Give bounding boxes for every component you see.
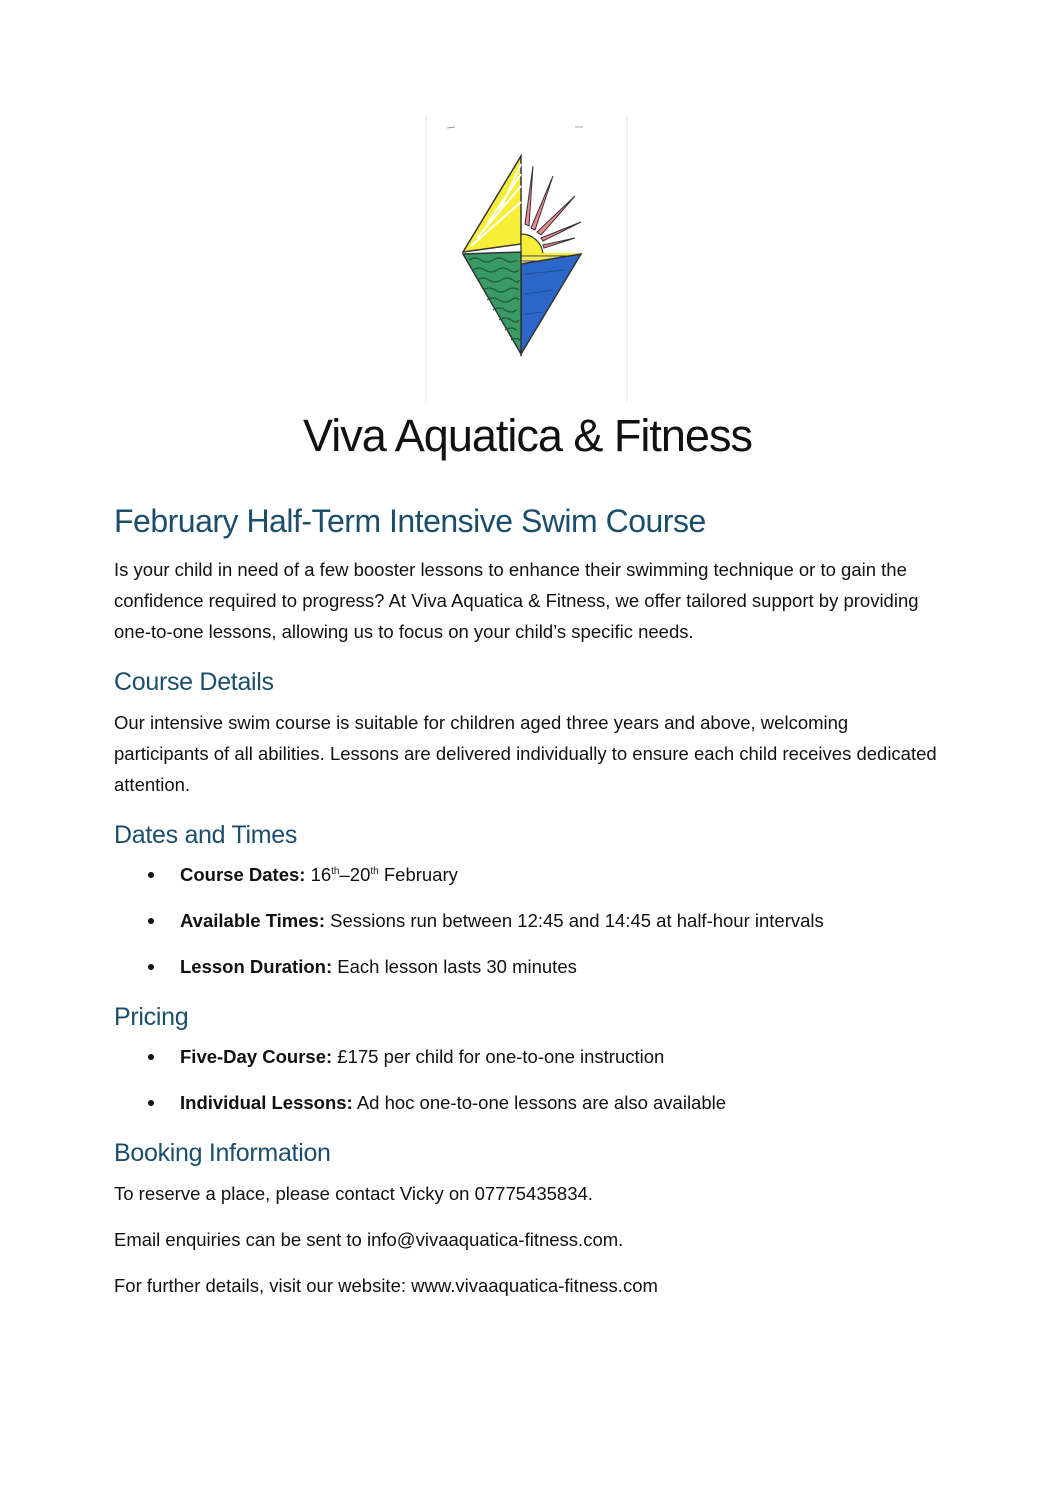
course-dates-value: [311, 864, 458, 885]
list-item-value: Each lesson lasts 30 minutes: [332, 956, 577, 977]
start-day: 16: [310, 864, 332, 885]
dates-times-list: [114, 860, 944, 982]
bullet-icon: [148, 1100, 154, 1106]
booking-phone-line: To reserve a place, please contact Vicky on 07775435834.: [114, 1183, 593, 1204]
list-item-value: Sessions run between 12:45 and 14:45 at half-hour intervals: [324, 910, 824, 931]
booking-website-line: For further details, visit our website: www.vivaaquatica-fitness.com: [114, 1275, 658, 1296]
pricing-heading: Pricing: [114, 1003, 189, 1031]
main-content: [114, 500, 944, 1316]
list-item-label: Available Times:: [180, 910, 325, 931]
booking-email-line: Email enquiries can be sent to info@vivaaquatica-fitness.com.: [114, 1229, 624, 1250]
brand-title: Viva Aquatica & Fitness: [303, 410, 752, 461]
list-item: [114, 906, 944, 936]
bullet-icon: [148, 872, 154, 878]
list-item: [114, 860, 944, 890]
course-details-heading: Course Details: [114, 668, 274, 696]
bullet-icon: [148, 964, 154, 970]
viva-aquatica-logo-icon: [425, 114, 629, 404]
bullet-icon: [148, 1054, 154, 1060]
list-item-label: Individual Lessons:: [180, 1092, 353, 1113]
list-item-label: Lesson Duration:: [180, 956, 333, 977]
course-heading: February Half-Term Intensive Swim Course: [114, 503, 706, 539]
dates-times-heading: Dates and Times: [114, 821, 298, 849]
start-day-suffix: th: [331, 865, 340, 877]
intro-paragraph: Is your child in need of a few booster lessons to enhance their swimming technique or to gain the confidence required to progress? At Viva Aquatica & Fitness, we offer tailored support by providing one-to-one lessons, allowing us to focus on your child’s specific needs.: [114, 559, 919, 642]
date-month: February: [378, 864, 458, 885]
list-item-value: Ad hoc one-to-one lessons are also available: [352, 1092, 727, 1113]
end-day: 20: [349, 864, 371, 885]
list-item-label: Course Dates:: [180, 864, 306, 885]
list-item: [114, 1042, 944, 1072]
list-item-value: £175 per child for one-to-one instruction: [332, 1046, 665, 1067]
end-day-suffix: th: [370, 865, 379, 877]
bullet-icon: [148, 918, 154, 924]
booking-heading: Booking Information: [114, 1139, 331, 1167]
pricing-list: [114, 1042, 944, 1118]
list-item: [114, 1088, 944, 1118]
date-separator: –: [339, 864, 350, 885]
list-item-label: Five-Day Course:: [180, 1046, 333, 1067]
list-item: [114, 952, 944, 982]
course-details-paragraph: Our intensive swim course is suitable for children aged three years and above, welcoming participants of all abilities. Lessons are delivered individually to ensure each child receives dedicated attention.: [114, 712, 937, 795]
